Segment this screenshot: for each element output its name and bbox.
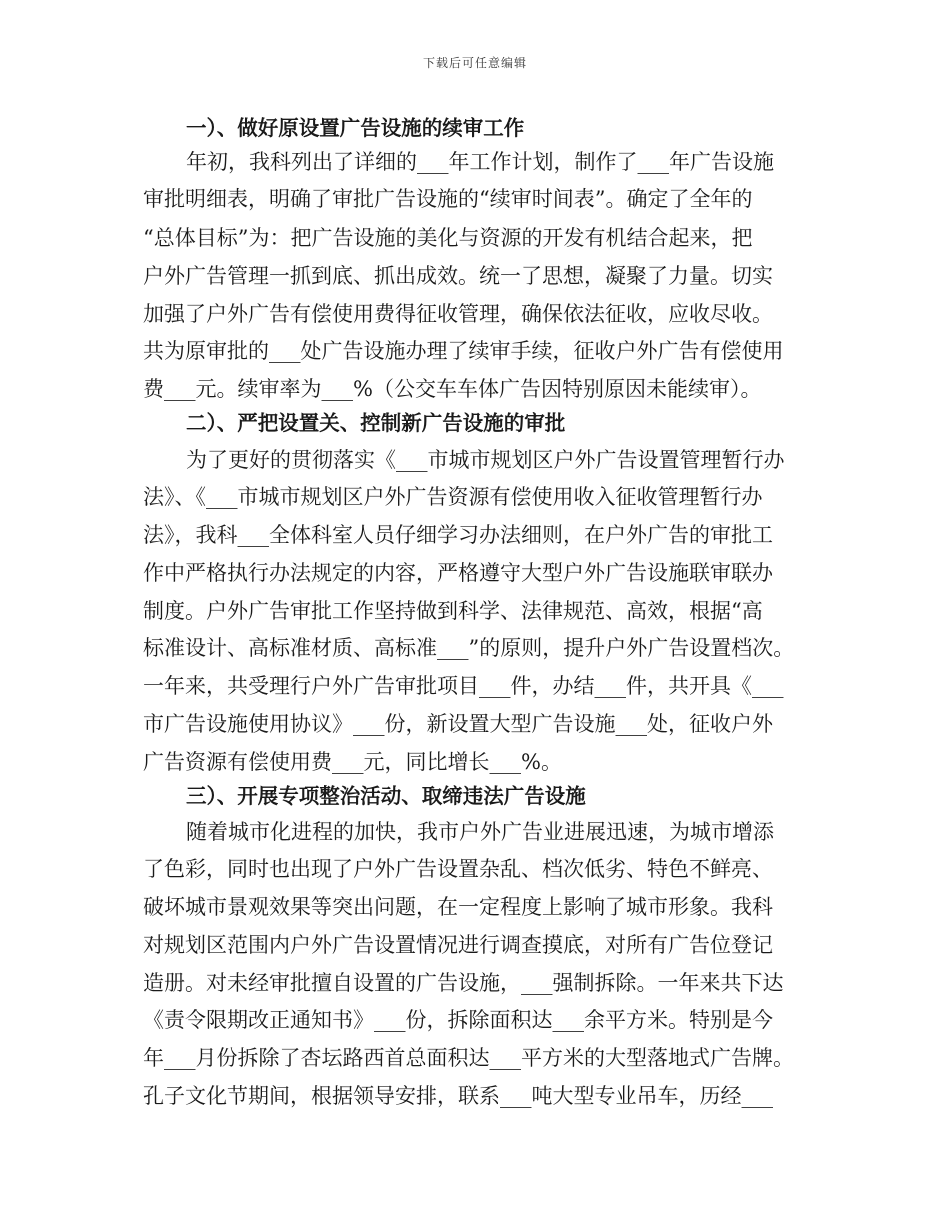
paragraph-line: 广告资源有偿使用费___元，同比增长___%。	[143, 750, 562, 774]
paragraph-line: 随着城市化进程的加快，我市户外广告业进展迅速，为城市增添	[186, 820, 774, 844]
paragraph-line: 造册。对未经审批擅自设置的广告设施，___强制拆除。一年来共下达	[143, 971, 784, 995]
section-heading-2: 二）、严把设置关、控制新广告设施的审批	[186, 411, 566, 435]
paragraph-line: 制度。户外广告审批工作坚持做到科学、法律规范、高效，根据“高	[143, 599, 763, 623]
section-heading-1: 一）、做好原设置广告设施的续审工作	[186, 116, 525, 140]
paragraph-line: 共为原审批的___处广告设施办理了续审手续，征收户外广告有偿使用	[143, 339, 784, 363]
paragraph-line: 为了更好的贯彻落实《___市城市规划区户外广告设置管理暂行办	[186, 448, 785, 472]
paragraph-line: 《责令限期改正通知书》___份，拆除面积达___余平方米。特别是今	[143, 1008, 773, 1032]
paragraph-line: 孔子文化节期间，根据领导安排，联系___吨大型专业吊车，历经___	[143, 1084, 773, 1108]
paragraph-line: 对规划区范围内户外广告设置情况进行调查摸底，对所有广告位登记	[143, 933, 773, 957]
paragraph-line: 市广告设施使用协议》___份，新设置大型广告设施___处，征收户外	[143, 712, 773, 736]
paragraph-line: 破坏城市景观效果等突出问题，在一定程度上影响了城市形象。我科	[143, 895, 773, 919]
paragraph-line: 费___元。续审率为___%（公交车车体广告因特别原因未能续审）。	[143, 377, 762, 401]
paragraph-line: 标准设计、高标准材质、高标准___”的原则，提升户外广告设置档次。	[143, 636, 795, 660]
paragraph-line: 了色彩，同时也出现了户外广告设置杂乱、档次低劣、特色不鲜亮、	[143, 857, 773, 881]
paragraph-line: 法》，我科___全体科室人员仔细学习办法细则，在户外广告的审批工	[143, 523, 773, 547]
section-heading-3: 三）、开展专项整治活动、取缔违法广告设施	[186, 784, 586, 808]
page-header: 下载后可任意编辑	[422, 56, 527, 70]
paragraph-line: 作中严格执行办法规定的内容，严格遵守大型户外广告设施联审联办	[143, 561, 773, 585]
paragraph-line: 加强了户外广告有偿使用费得征收管理，确保依法征收，应收尽收。	[143, 302, 773, 326]
paragraph-line: 一年来，共受理行户外广告审批项目___件，办结___件，共开具《___	[143, 674, 784, 698]
paragraph-line: 审批明细表，明确了审批广告设施的“续审时间表”。确定了全年的	[143, 187, 753, 211]
paragraph-line: 户外广告管理一抓到底、抓出成效。统一了思想，凝聚了力量。切实	[143, 264, 773, 288]
paragraph-line: 年___月份拆除了杏坛路西首总面积达___平方米的大型落地式广告牌。	[143, 1046, 794, 1070]
paragraph-line: 法》、《___市城市规划区户外广告资源有偿使用收入征收管理暂行办	[143, 485, 763, 509]
paragraph-line: “总体目标”为：把广告设施的美化与资源的开发有机结合起来，把	[143, 226, 753, 250]
paragraph-line: 年初，我科列出了详细的___年工作计划，制作了___年广告设施	[186, 150, 774, 174]
